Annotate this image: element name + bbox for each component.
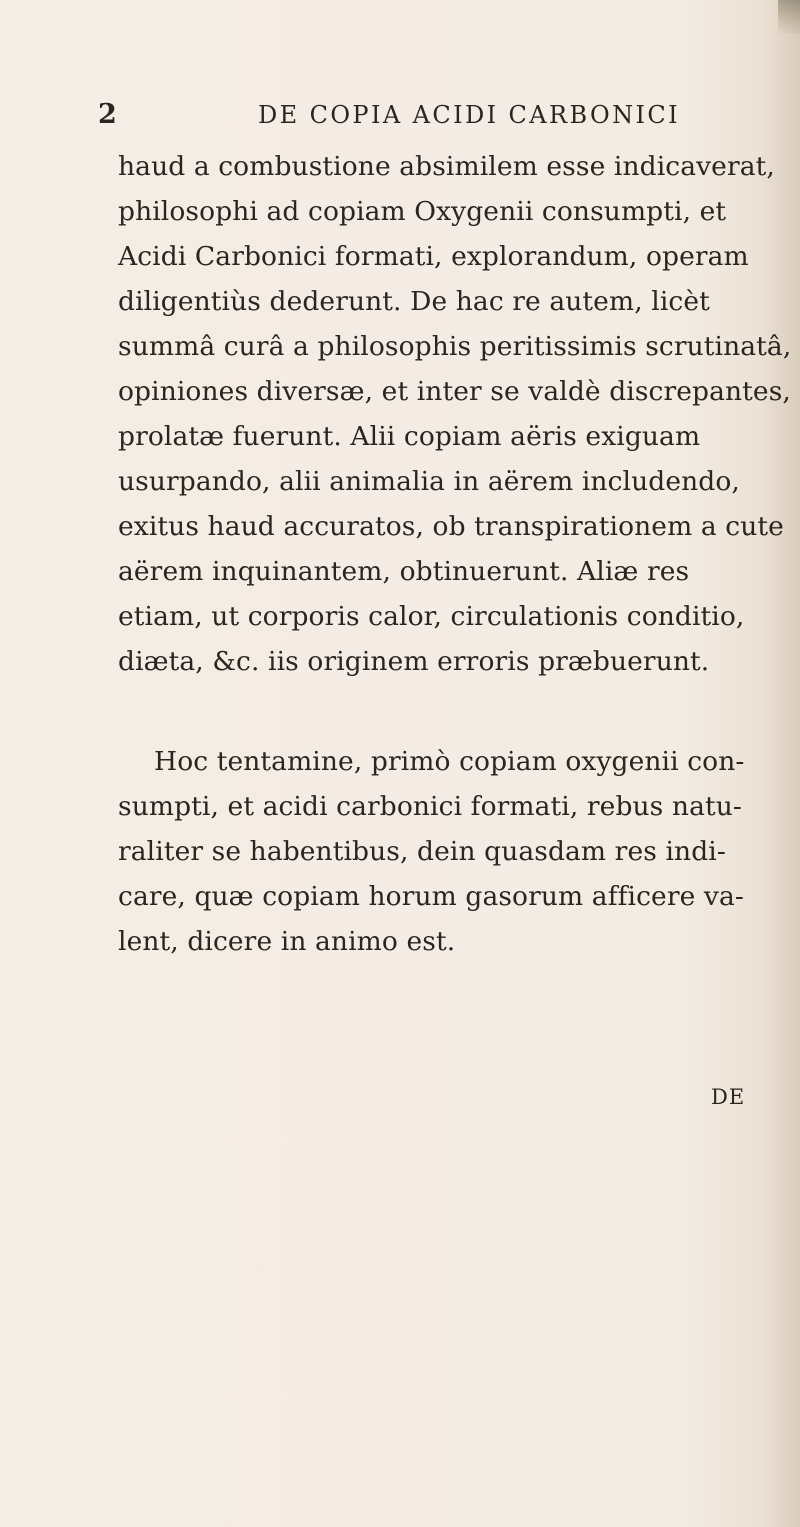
running-head xyxy=(98,99,738,139)
page-number: 2 xyxy=(98,99,117,130)
text-line: Hoc tentamine, primò copiam oxygenii con- xyxy=(154,746,745,777)
body-text xyxy=(118,144,798,964)
text-line: summâ curâ a philosophis peritissimis scrutinatâ, xyxy=(118,331,792,362)
text-line: aërem inquinantem, obtinuerunt. Aliæ res xyxy=(118,556,690,587)
paragraph-2 xyxy=(118,739,798,964)
text-line: lent, dicere in animo est. xyxy=(118,926,456,957)
text-line: Acidi Carbonici formati, explorandum, operam xyxy=(118,241,749,272)
running-title: DE COPIA ACIDI CARBONICI xyxy=(258,101,680,129)
paragraph-gap xyxy=(118,684,798,739)
text-line: prolatæ fuerunt. Alii copiam aëris exiguam xyxy=(118,421,701,452)
paragraph-1 xyxy=(118,144,798,684)
page-corner-stain xyxy=(778,0,800,34)
catchword: DE xyxy=(711,1085,746,1109)
text-line: exitus haud accuratos, ob transpirationem a cute xyxy=(118,511,784,542)
text-line: care, quæ copiam horum gasorum afficere va- xyxy=(118,881,744,912)
text-line: diligentiùs dederunt. De hac re autem, licèt xyxy=(118,286,710,317)
text-line: opiniones diversæ, et inter se valdè discrepantes, xyxy=(118,376,791,407)
text-line: diæta, &c. iis originem erroris præbuerunt. xyxy=(118,646,710,677)
text-line: raliter se habentibus, dein quasdam res indi- xyxy=(118,836,726,867)
text-line: usurpando, alii animalia in aërem includendo, xyxy=(118,466,740,497)
text-line: haud a combustione absimilem esse indicaverat, xyxy=(118,151,775,182)
text-line: sumpti, et acidi carbonici formati, rebus natu- xyxy=(118,791,742,822)
text-line: etiam, ut corporis calor, circulationis conditio, xyxy=(118,601,745,632)
text-line: philosophi ad copiam Oxygenii consumpti, et xyxy=(118,196,727,227)
